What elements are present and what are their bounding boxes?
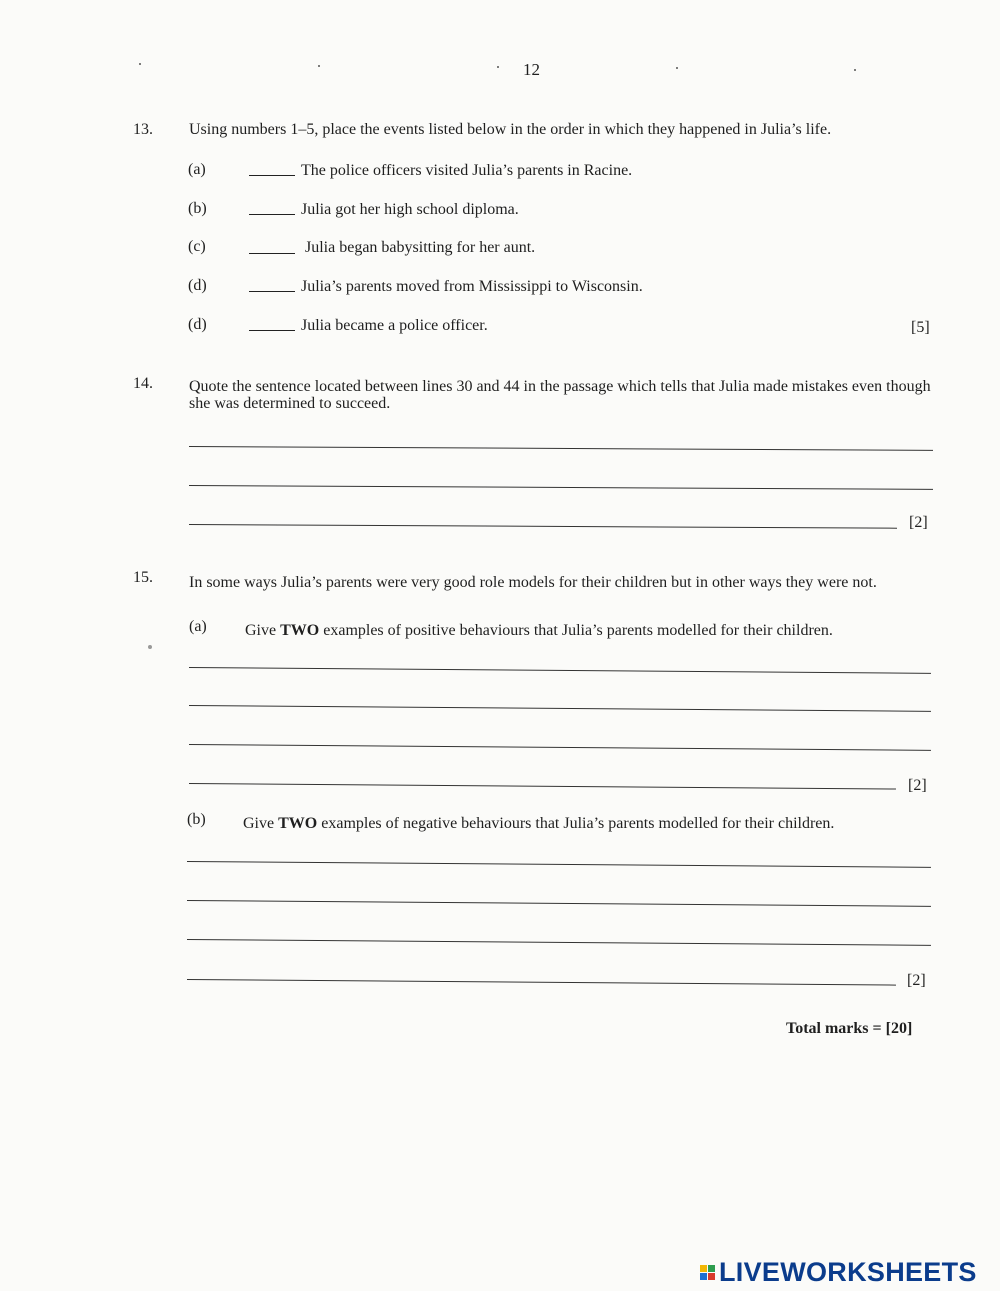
q15a-prefix: Give	[245, 622, 277, 639]
scan-speck	[318, 65, 320, 67]
liveworksheets-logo	[700, 1257, 977, 1288]
scan-speck	[148, 645, 152, 649]
q15-number: 15.	[133, 569, 153, 586]
q15b-label: (b)	[187, 811, 206, 828]
scan-speck	[854, 69, 856, 71]
q15b-suffix: examples of negative behaviours that Julia’s parents modelled for their children.	[321, 815, 835, 832]
brand-name: LIVEWORKSHEETS	[719, 1257, 977, 1287]
q13-item-a-blank[interactable]	[249, 175, 295, 176]
q15b-emphasis: TWO	[278, 815, 318, 832]
q15a-marks: [2]	[908, 777, 927, 794]
q15b-answer-line[interactable]	[187, 979, 896, 986]
q13-item-c-label: (c)	[188, 238, 206, 255]
q14-number: 14.	[133, 375, 153, 392]
q15b-prompt	[243, 815, 834, 833]
brand-square	[700, 1273, 707, 1280]
q13-item-a-text: The police officers visited Julia’s parents in Racine.	[301, 162, 633, 179]
q13-item-c-blank[interactable]	[249, 253, 295, 254]
scan-speck	[497, 66, 499, 68]
brand-squares-icon	[700, 1265, 715, 1280]
q15a-emphasis: TWO	[280, 622, 320, 639]
q15-text: In some ways Julia’s parents were very good role models for their children but in other ways they were not.	[189, 574, 877, 591]
q15a-answer-line[interactable]	[189, 667, 931, 674]
q15a-answer-line[interactable]	[189, 783, 896, 790]
q13-item-b-text: Julia got her high school diploma.	[301, 201, 519, 218]
page-number: 12	[523, 60, 540, 79]
scan-speck	[139, 63, 141, 65]
q15b-prefix: Give	[243, 815, 275, 832]
q14-answer-line[interactable]	[189, 524, 897, 529]
brand-square	[708, 1273, 715, 1280]
q13-item-c-text: Julia began babysitting for her aunt.	[305, 239, 536, 256]
q13-item-a-label: (a)	[188, 161, 206, 178]
q15a-answer-line[interactable]	[189, 744, 931, 751]
q15a-label: (a)	[189, 618, 207, 635]
q15a-suffix: examples of positive behaviours that Julia’s parents modelled for their children.	[323, 622, 833, 639]
q13-item-b-blank[interactable]	[249, 214, 295, 215]
q14-marks: [2]	[909, 514, 928, 531]
q13-item-e-label: (d)	[188, 316, 207, 333]
q15b-answer-line[interactable]	[187, 861, 931, 868]
total-marks: Total marks = [20]	[786, 1020, 913, 1037]
q13-item-d-text: Julia’s parents moved from Mississippi to Wisconsin.	[301, 278, 643, 295]
q13-marks: [5]	[911, 319, 930, 336]
q15b-answer-line[interactable]	[187, 900, 931, 907]
q14-text: Quote the sentence located between lines 30 and 44 in the passage which tells that Julia made mistakes even though she was determined to succeed.	[189, 378, 931, 412]
q13-item-d-label: (d)	[188, 277, 207, 294]
q13-item-e-blank[interactable]	[249, 330, 295, 331]
q15a-answer-line[interactable]	[189, 705, 931, 712]
brand-square	[708, 1265, 715, 1272]
q15a-prompt	[245, 622, 833, 640]
brand-square	[700, 1265, 707, 1272]
q13-item-d-blank[interactable]	[249, 291, 295, 292]
q13-item-b-label: (b)	[188, 200, 207, 217]
q14-answer-line[interactable]	[189, 485, 933, 490]
q13-item-e-text: Julia became a police officer.	[301, 317, 488, 334]
q15b-marks: [2]	[907, 972, 926, 989]
scan-speck	[676, 67, 678, 69]
q13-text: Using numbers 1–5, place the events listed below in the order in which they happened in Julia’s life.	[189, 121, 832, 138]
q14-answer-line[interactable]	[189, 446, 933, 451]
q13-number: 13.	[133, 121, 153, 138]
q15b-answer-line[interactable]	[187, 939, 931, 946]
